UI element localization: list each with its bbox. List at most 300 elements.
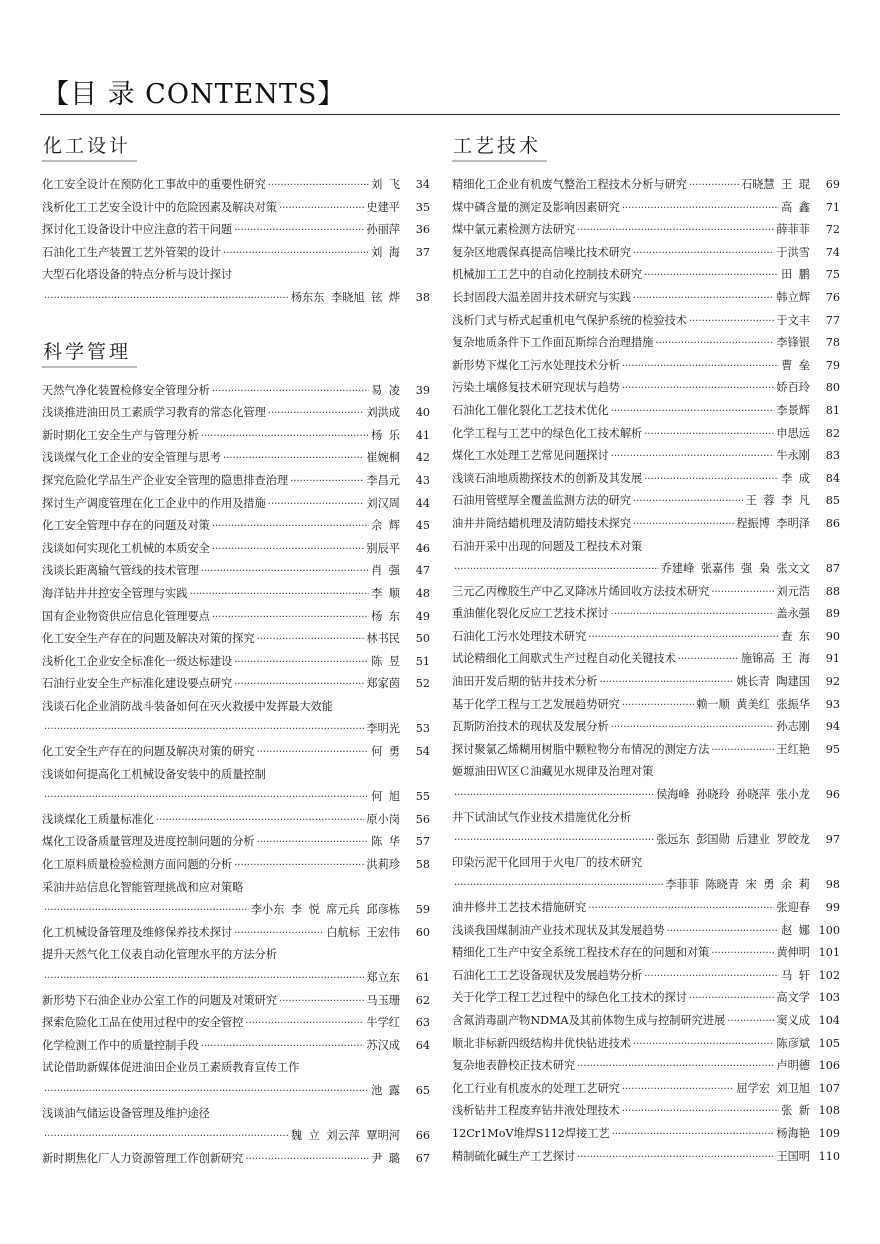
entry-title: 化学检测工作中的质量控制手段: [42, 1038, 199, 1052]
entry-authors: 程振博 李明泽: [736, 516, 810, 530]
entry-title: 含氮消毒副产物NDMA及其前体物生成与控制研究进展: [452, 1013, 726, 1027]
entry-title: 三元乙丙橡胶生产中乙叉降冰片烯回收方法技术研究: [452, 584, 710, 598]
entry-authors: 牛学红: [366, 1016, 400, 1030]
toc-entry[interactable]: [452, 965, 840, 988]
entry-line: [452, 423, 840, 447]
entry-line: [452, 965, 840, 989]
entry-title: 煤化工水处理工艺常见问题探讨: [452, 449, 609, 463]
toc-entry[interactable]: [452, 1055, 840, 1078]
dot-leader: [711, 943, 774, 966]
entry-line: [452, 716, 840, 740]
entry-authors: 别辰平: [366, 541, 400, 555]
entry-page-number: 105: [818, 1036, 840, 1050]
entry-line: [452, 694, 840, 718]
dot-leader: [44, 968, 364, 991]
toc-entry[interactable]: [452, 219, 840, 242]
entry-line: [42, 831, 430, 855]
entry-page-number: 55: [415, 790, 430, 804]
toc-entry[interactable]: [452, 287, 840, 310]
toc-entry[interactable]: [452, 400, 840, 423]
toc-entry[interactable]: [42, 583, 430, 606]
entry-title: 煤中氯元素检测方法研究: [452, 223, 576, 237]
dot-leader: [257, 742, 369, 765]
entry-authors: 刘汉周: [366, 496, 400, 510]
dot-leader: [44, 1126, 289, 1149]
entry-page-number: 64: [415, 1038, 430, 1052]
entry-title: 浅谈煤气化工企业的安全管理与思考: [42, 451, 222, 465]
entry-page-number: 81: [825, 403, 840, 417]
toc-entry[interactable]: [42, 944, 430, 989]
entry-authors: 曹 垒: [781, 358, 810, 372]
dot-leader: [588, 898, 774, 921]
toc-entry[interactable]: [452, 332, 840, 355]
toc-entry[interactable]: [42, 922, 430, 945]
entry-title: 油田开发后期的钻井技术分析: [452, 675, 598, 689]
entry-page-number: 36: [415, 223, 430, 237]
entry-title: 浅谈如何提高化工机械设备安装中的质量控制: [42, 767, 266, 781]
entry-author-line: [42, 718, 430, 742]
toc-entry[interactable]: [452, 987, 840, 1010]
entry-page-number: 65: [415, 1083, 430, 1097]
dot-leader: [257, 629, 365, 652]
entry-page-number: 63: [415, 1016, 430, 1030]
dot-leader: [667, 921, 779, 944]
entry-page-number: 71: [825, 200, 840, 214]
entry-page-number: 50: [415, 632, 430, 646]
toc-entry[interactable]: [452, 1078, 840, 1101]
entry-page-number: 66: [415, 1129, 430, 1143]
entry-line: [452, 468, 840, 492]
entry-authors: 牛永刚: [776, 449, 810, 463]
toc-entry[interactable]: [42, 877, 430, 922]
toc-entry[interactable]: [452, 536, 840, 581]
dot-leader: [588, 627, 779, 650]
entry-title: 探讨生产调度管理在化工企业中的作用及措施: [42, 496, 266, 510]
entry-authors: 李 顺: [371, 586, 400, 600]
entry-page-number: 61: [415, 971, 430, 984]
dot-leader: [644, 424, 774, 447]
entry-line: [452, 377, 840, 401]
entry-authors: 李锋银: [776, 336, 810, 350]
entry-author-line: [452, 558, 840, 582]
left-column: [42, 132, 430, 1170]
entry-title: 浅谈如何实现化工机械的本质安全: [42, 541, 210, 555]
entry-title: 新时期化工安全生产与管理分析: [42, 428, 199, 442]
entry-title: 浅谈煤化工质量标准化: [42, 812, 154, 826]
toc-entry[interactable]: [452, 852, 840, 897]
toc-entry[interactable]: [452, 264, 840, 287]
entry-page-number: 99: [825, 901, 840, 914]
entry-page-number: 62: [415, 993, 430, 1007]
entry-authors: 苏汉成: [366, 1038, 400, 1052]
dot-leader: [612, 1124, 775, 1147]
entry-title: 复杂区地震保真提高信噪比技术研究: [452, 245, 632, 259]
toc-entry[interactable]: [42, 696, 430, 741]
entry-page-number: 87: [825, 562, 840, 576]
toc-entry[interactable]: [452, 626, 840, 649]
toc-entry[interactable]: [42, 380, 430, 403]
entry-title: 新形势下石油企业办公室工作的问题及对策研究: [42, 993, 277, 1007]
entry-page-number: 58: [415, 858, 430, 872]
dot-leader: [257, 832, 369, 855]
dot-leader: [212, 381, 369, 404]
entry-line: [42, 1148, 430, 1172]
dot-leader: [44, 288, 289, 311]
toc-entry[interactable]: [452, 581, 840, 604]
entry-title: 浅析化工工艺安全设计中的危险因素及解决对策: [42, 200, 277, 214]
dot-leader: [234, 652, 369, 675]
entry-page-number: 76: [825, 290, 840, 304]
entry-line: [452, 1055, 840, 1079]
toc-entry[interactable]: [42, 493, 430, 516]
entry-authors: 石晓慧 王 琨: [740, 178, 810, 191]
toc-entry[interactable]: [42, 1035, 430, 1058]
toc-entry[interactable]: [452, 242, 840, 265]
dot-leader: [234, 923, 324, 946]
entry-title: 试论借助新媒体促进油田企业员工素质教育宣传工作: [42, 1061, 300, 1075]
dot-leader: [727, 1011, 774, 1034]
toc-entry[interactable]: [42, 515, 430, 538]
entry-page-number: 90: [825, 629, 840, 643]
dot-leader: [268, 175, 369, 198]
entry-title: 化工原料质量检验检测方面问题的分析: [42, 858, 233, 872]
toc-entry[interactable]: [452, 648, 840, 671]
entry-page-number: 49: [415, 609, 430, 623]
entry-page-number: 51: [415, 654, 430, 668]
toc-entry[interactable]: [42, 606, 430, 629]
toc-entry[interactable]: [42, 197, 430, 220]
toc-entry[interactable]: [452, 942, 840, 965]
toc-entry[interactable]: [452, 897, 840, 920]
entry-authors: 李景辉: [776, 403, 810, 417]
toc-entry[interactable]: [42, 1148, 430, 1171]
dot-leader: [454, 830, 654, 853]
entry-title: 机械加工工艺中的自动化控制技术研究: [452, 268, 643, 282]
entry-title: 石油化工生产装置工艺外管架的设计: [42, 245, 222, 259]
entry-authors: 高文学: [776, 991, 810, 1005]
entry-page-number: 35: [415, 200, 430, 214]
entry-line: [452, 445, 840, 469]
entry-authors: 王红艳: [776, 742, 810, 756]
entry-line: [42, 447, 430, 471]
entry-line: [42, 174, 430, 198]
entry-authors: 何 勇: [371, 745, 400, 759]
entry-author-line: [452, 874, 840, 898]
toc-entry[interactable]: [452, 739, 840, 762]
toc-entry[interactable]: [42, 854, 430, 877]
entry-line: [452, 197, 840, 221]
entry-title: 采油井站信息化智能管理挑战和应对策略: [42, 880, 244, 894]
entry-title: 浅谈石化企业消防战斗装备如何在灭火救援中发挥最大效能: [42, 699, 333, 713]
entry-authors: 杨东东 李晓旭 铉 烨: [290, 290, 400, 304]
dot-leader: [655, 333, 774, 356]
toc-entry[interactable]: [452, 355, 840, 378]
entry-line: [42, 922, 430, 946]
toc-entry[interactable]: [452, 694, 840, 717]
dot-leader: [611, 446, 775, 469]
entry-line: [42, 1012, 430, 1036]
entry-authors: 杨海艳: [776, 1126, 810, 1140]
entry-page-number: 102: [818, 968, 840, 982]
entry-line: [42, 470, 430, 494]
entry-authors: 娇百玲: [776, 381, 810, 395]
entry-title: 化工安全管理中存在的问题及对策: [42, 519, 210, 533]
entry-page-number: 109: [818, 1126, 840, 1140]
toc-entry[interactable]: [42, 673, 430, 696]
toc-entry[interactable]: [452, 1146, 840, 1169]
entry-title: 长封固段大温差固井技术研究与实践: [452, 290, 632, 304]
dot-leader: [212, 516, 369, 539]
entry-authors: 王国明: [776, 1149, 810, 1163]
toc-entry[interactable]: [42, 538, 430, 561]
entry-line: [452, 310, 840, 334]
entry-title: 国有企业物资供应信息化管理要点: [42, 609, 210, 623]
toc-entry[interactable]: [42, 264, 430, 309]
entry-title: 浅析钻井工程废弃钻井液处理技术: [452, 1104, 620, 1118]
entry-title: 大型石化塔设备的特点分析与设计探讨: [42, 268, 233, 282]
toc-entry[interactable]: [42, 402, 430, 425]
dot-leader: [279, 198, 364, 221]
toc-entry[interactable]: [42, 174, 430, 197]
entry-page-number: 96: [825, 788, 840, 802]
entry-page-number: 77: [825, 313, 840, 327]
entry-line: [42, 197, 430, 221]
entry-line: [42, 380, 430, 404]
entry-title: 12Cr1MoV堆焊S112焊接工艺: [452, 1126, 610, 1140]
dot-leader: [454, 785, 654, 808]
toc-entry[interactable]: [42, 651, 430, 674]
toc-entry[interactable]: [42, 831, 430, 854]
toc-entry[interactable]: [452, 423, 840, 446]
entry-line: [452, 626, 840, 650]
toc-entry[interactable]: [452, 807, 840, 852]
toc-entry[interactable]: [42, 764, 430, 809]
entry-author-line: [42, 1125, 430, 1149]
entry-authors: 张 新: [781, 1104, 810, 1118]
entry-page-number: 91: [825, 652, 840, 666]
entry-title: 油井井筒结蜡机理及清防蜡技术探究: [452, 516, 632, 530]
dot-leader: [622, 378, 775, 401]
entry-authors: 杨 东: [371, 609, 400, 623]
entry-line: [452, 648, 840, 672]
toc-entry[interactable]: [452, 1010, 840, 1033]
entry-page-number: 40: [415, 406, 430, 420]
toc-entry[interactable]: [42, 560, 430, 583]
entry-page-number: 110: [818, 1149, 840, 1163]
entry-title: 化工行业有机废水的处理工艺研究: [452, 1081, 620, 1095]
toc-entry[interactable]: [42, 1012, 430, 1035]
toc-entry[interactable]: [452, 920, 840, 943]
entry-title: 探讨化工设备设计中应注意的若干问题: [42, 223, 233, 237]
dot-leader: [234, 674, 364, 697]
dot-leader: [268, 494, 365, 517]
entry-line: [452, 513, 840, 537]
entry-line: [452, 1033, 840, 1057]
entry-line: [42, 515, 430, 539]
toc-entry[interactable]: [452, 445, 840, 468]
entry-line: [452, 1078, 840, 1102]
toc-entry[interactable]: [452, 468, 840, 491]
entry-line: [42, 219, 430, 243]
toc-entry[interactable]: [452, 490, 840, 513]
entry-title: 新时期焦化厂人力资源管理工作创新研究: [42, 1151, 244, 1165]
entry-authors: 陈 华: [371, 835, 400, 849]
toc-entry[interactable]: [452, 603, 840, 626]
entry-line: [42, 854, 430, 878]
dot-leader: [577, 220, 774, 243]
dot-leader: [44, 900, 249, 923]
entry-page-number: 97: [825, 833, 840, 847]
entry-author-line: [42, 899, 430, 923]
entry-title: 试论精细化工间歇式生产过程自动化关键技术: [452, 652, 676, 666]
entry-authors: 施锦高 王 海: [740, 652, 810, 666]
entry-authors: 赖一顺 黄美红 张振华: [696, 697, 810, 711]
entry-line: [42, 628, 430, 652]
section-title: 科学管理: [42, 338, 137, 366]
dot-leader: [290, 471, 364, 494]
entry-title: 化工安全设计在预防化工事故中的重要性研究: [42, 178, 266, 191]
dot-leader: [577, 1147, 774, 1170]
entry-authors: 姚长青 陶建国: [736, 675, 810, 689]
toc-entry[interactable]: [452, 377, 840, 400]
entry-page-number: 107: [818, 1081, 840, 1095]
entry-authors: 刘洪成: [366, 406, 400, 420]
entry-authors: 洪莉珍: [366, 858, 400, 872]
toc-entry[interactable]: [452, 513, 840, 536]
dot-leader: [633, 514, 734, 537]
entry-authors: 原小岗: [366, 812, 400, 826]
entry-line: [42, 560, 430, 584]
toc-entry[interactable]: [42, 990, 430, 1013]
entry-page-number: 101: [818, 946, 840, 960]
entry-authors: 陈彦斌: [776, 1036, 810, 1050]
entry-line: [42, 538, 430, 562]
entry-authors: 林书民: [366, 632, 400, 646]
entry-title: 重油催化裂化反应工艺技术探讨: [452, 607, 609, 621]
entry-authors: 高 鑫: [781, 200, 810, 214]
entry-title: 石油行业安全生产标准化建设要点研究: [42, 677, 233, 691]
entry-title: 探索危险化工品在使用过程中的安全管控: [42, 1016, 244, 1030]
toc-entry[interactable]: [452, 310, 840, 333]
entry-page-number: 78: [825, 336, 840, 350]
entry-line: [452, 920, 840, 944]
dot-leader: [454, 559, 659, 582]
entry-authors: 乔建峰 张嘉伟 强 枭 张文文: [660, 562, 810, 576]
toc-entry[interactable]: [452, 1123, 840, 1146]
entry-authors: 张迎春: [776, 901, 810, 914]
entry-title: 新形势下煤化工污水处理技术分析: [452, 358, 620, 372]
dot-leader: [268, 403, 365, 426]
entry-authors: 查 东: [781, 629, 810, 643]
toc-entry[interactable]: [42, 741, 430, 764]
entry-title: 浅析门式与桥式起重机电气保护系统的检验技术: [452, 313, 687, 327]
entry-line: [42, 493, 430, 517]
toc-entry[interactable]: [42, 242, 430, 265]
toc-entry[interactable]: [42, 470, 430, 493]
entry-authors: 马玉珊: [366, 993, 400, 1007]
entry-authors: 屈学宏 刘卫旭: [736, 1081, 810, 1095]
entry-authors: 肖 强: [371, 564, 400, 578]
entry-authors: 韩立辉: [776, 290, 810, 304]
dot-leader: [711, 740, 774, 763]
toc-entry[interactable]: [452, 716, 840, 739]
entry-page-number: 92: [825, 675, 840, 689]
entry-page-number: 44: [415, 496, 430, 510]
toc-entry[interactable]: [452, 197, 840, 220]
section-title: 化工设计: [42, 132, 137, 160]
entry-authors: 刘 海: [371, 245, 400, 259]
toc-entry[interactable]: [452, 1033, 840, 1056]
toc-entry[interactable]: [42, 1103, 430, 1148]
dot-leader: [201, 426, 369, 449]
entry-page-number: 59: [415, 903, 430, 917]
entry-line: [452, 287, 840, 311]
dot-leader: [599, 672, 734, 695]
entry-title: 石油用管壁厚全覆盖监测方法的研究: [452, 494, 632, 508]
dot-leader: [622, 1101, 779, 1124]
toc-entry[interactable]: [452, 1100, 840, 1123]
entry-author-line: [452, 829, 840, 853]
entry-authors: 史建平: [366, 200, 400, 214]
dot-leader: [611, 401, 775, 424]
toc-entry[interactable]: [42, 1057, 430, 1102]
toc-entry[interactable]: [452, 671, 840, 694]
entry-page-number: 98: [825, 878, 840, 892]
toc-entry[interactable]: [452, 174, 840, 197]
entry-line: [452, 987, 840, 1011]
entry-authors: 池 露: [371, 1083, 400, 1097]
entry-line: [42, 606, 430, 630]
toc-entry[interactable]: [42, 628, 430, 651]
dot-leader: [633, 243, 774, 266]
dot-leader: [644, 966, 779, 989]
toc-entry[interactable]: [42, 809, 430, 832]
entry-title: 石油化工工艺设备现状及发展趋势分析: [452, 968, 643, 982]
entry-authors: 卢明德: [776, 1059, 810, 1073]
entry-authors: 于文丰: [776, 313, 810, 327]
entry-title: 浅谈长距离输气管线的技术管理: [42, 564, 199, 578]
dot-leader: [611, 717, 775, 740]
toc-entry[interactable]: [42, 219, 430, 242]
entry-page-number: 60: [415, 925, 430, 939]
dot-leader: [245, 1149, 369, 1172]
entry-authors: 郑家茵: [366, 677, 400, 691]
entry-title: 基于化学工程与工艺发展趋势研究: [452, 697, 620, 711]
entry-authors: 窦义成: [776, 1013, 810, 1027]
entry-line: [42, 425, 430, 449]
dot-leader: [622, 356, 779, 379]
entry-authors: 盖永强: [776, 607, 810, 621]
toc-entry[interactable]: [42, 447, 430, 470]
entry-authors: 于洪雪: [776, 245, 810, 259]
entry-page-number: 75: [825, 268, 840, 282]
entry-authors: 孙丽萍: [366, 223, 400, 237]
dot-leader: [454, 875, 663, 898]
entry-line: [452, 739, 840, 763]
entry-title: 井下试油试气作业技术措施优化分析: [452, 810, 632, 824]
dot-leader: [234, 855, 364, 878]
toc-entry[interactable]: [452, 761, 840, 806]
entry-authors: 崔婉桐: [366, 451, 400, 465]
entry-page-number: 69: [825, 178, 840, 191]
entry-title: 化工机械设备管理及维修保养技术探讨: [42, 925, 233, 939]
dot-leader: [189, 584, 369, 607]
toc-entry[interactable]: [42, 425, 430, 448]
entry-title: 浅谈石油地质勘探技术的创新及其发展: [452, 471, 643, 485]
entry-line: [452, 897, 840, 921]
entry-line: [452, 1010, 840, 1034]
entry-title: 浅析化工企业安全标准化一级达标建设: [42, 654, 233, 668]
